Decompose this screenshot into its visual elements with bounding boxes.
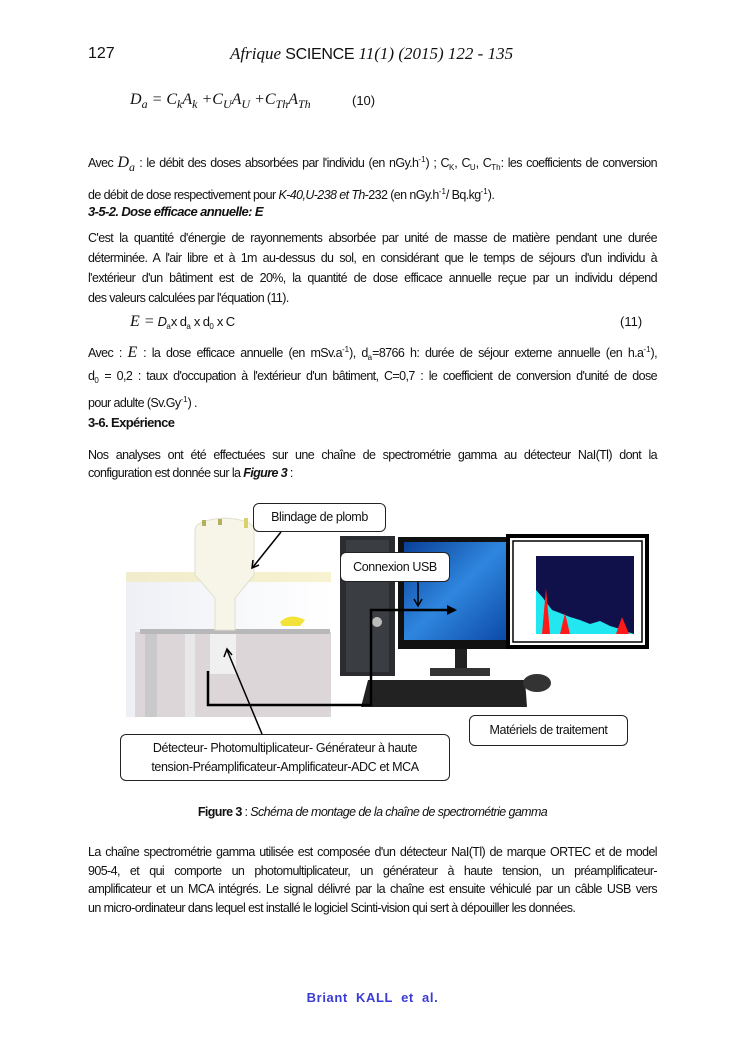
subscript: a <box>166 322 171 331</box>
text-run: Nos analyses ont été effectuées sur une chaîne de spectrométrie gamma au détecteur NaI(Tl) dont la <box>88 448 657 462</box>
section-heading-3-6 <box>88 413 657 433</box>
text-run: +C <box>197 91 223 108</box>
text-run: Figure 3 <box>197 805 242 819</box>
text-run: A <box>182 91 193 108</box>
text-run: ) ; C <box>425 156 449 170</box>
subscript: 0 <box>209 322 214 331</box>
text-run: K-40,U-238 et Th <box>278 188 365 202</box>
text-line <box>88 899 657 918</box>
text-run: un micro-ordinateur dans lequel est installé le logiciel Scinti-vision qui sert à dépouiller les données. <box>88 901 576 916</box>
text-run: configuration est donnée sur la <box>88 466 244 480</box>
text-line <box>88 148 657 180</box>
label-usb-connection: Connexion USB <box>340 552 450 582</box>
spectrometry-chain-paragraph <box>88 843 657 918</box>
equation-10-number: (10) <box>352 93 376 108</box>
text-line <box>88 288 657 308</box>
text-run: 905-4, et qui comporte un photomultiplicateur, un générateur à haute tension, un préamplificateur- <box>88 863 657 878</box>
text-run: = 0,2 : taux d'occupation à l'extérieur d'un bâtiment, C=0,7 : le coefficient de conversion d'unité de dose <box>98 369 657 383</box>
text-line <box>88 464 657 482</box>
text-run: : <box>287 466 293 480</box>
subscript: a <box>129 160 135 174</box>
text-run: : <box>241 805 251 819</box>
text-run: l'extérieur d'un bâtiment est de 20%, la quantité de dose efficace annuelle reçue par un individu dépend <box>88 271 657 285</box>
text-run: La chaîne spectrométrie gamma utilisée est composée d'un détecteur NaI(Tl) de marque ORTEC et de model <box>88 845 657 859</box>
spectrum-inset <box>506 534 649 649</box>
text-run: : le débit des doses absorbées par l'individu (en nGy.h <box>135 156 419 170</box>
text-run: des valeurs calculées par l'équation (11). <box>88 291 289 305</box>
subscript: 0 <box>94 376 99 385</box>
text-run: = C <box>147 91 178 108</box>
equation-11-number: (11) <box>620 314 643 329</box>
superscript: -1 <box>418 155 426 164</box>
text-run: pour adulte (Sv.Gy <box>88 396 181 410</box>
text-run: C'est la quantité d'énergie de rayonnements absorbée par unité de masse de matière pendant une durée <box>88 231 657 245</box>
subscript: Th <box>298 97 311 111</box>
label-processing-equipment: Matériels de traitement <box>469 715 628 746</box>
text-line <box>88 446 657 464</box>
text-run: Avec <box>88 156 118 170</box>
text-run: ), <box>650 346 657 360</box>
text-run: E <box>127 344 138 361</box>
subscript: K <box>448 163 455 172</box>
text-line <box>130 310 530 339</box>
text-run: ), d <box>349 346 368 360</box>
journal-citation: 11(1) (2015) 122 - 135 <box>358 44 514 63</box>
label-detector-chain <box>120 734 450 781</box>
subscript: U <box>469 163 476 172</box>
text-run: ) . <box>187 396 197 410</box>
absorbed-dose-definition <box>88 148 657 207</box>
text-run: = <box>143 313 155 330</box>
label-detector-line-2: tension-Préamplificateur-Amplificateur-ADC et MCA <box>151 760 419 774</box>
text-run: x d <box>190 314 210 329</box>
journal-title: SCIENCE <box>285 46 355 63</box>
subscript: U <box>241 97 251 111</box>
effective-dose-variables <box>88 340 657 413</box>
text-run: déterminée. A l'air libre et à 1m au-dessus du sol, en considérant que le temps de séjours d'un individu à <box>88 251 657 265</box>
text-run: 3-6. Expérience <box>88 415 175 430</box>
text-run: , C <box>454 156 470 170</box>
text-line <box>88 862 657 881</box>
text-run: , C <box>475 156 492 170</box>
text-run: / Bq.kg <box>445 188 481 202</box>
text-run: A <box>231 91 242 108</box>
journal-header <box>230 44 513 64</box>
subscript: a <box>367 353 373 362</box>
text-run: A <box>288 91 298 108</box>
section-heading-3-5-2 <box>88 202 657 222</box>
text-run: Figure 3 <box>243 466 288 480</box>
journal-title-italic: Afrique <box>230 44 281 63</box>
subscript: U <box>222 97 232 111</box>
experiment-intro <box>88 446 657 482</box>
text-line <box>88 390 657 413</box>
page-number: 127 <box>88 45 115 62</box>
text-run: E <box>130 313 144 330</box>
text-run: D <box>130 91 142 108</box>
detector-photo <box>126 518 331 717</box>
text-run: D <box>117 154 129 171</box>
text-run: Schéma de montage de la chaîne de spectrométrie gamma <box>250 805 548 819</box>
text-line <box>88 248 657 268</box>
equation-11 <box>130 310 530 339</box>
text-run: =8766 h: durée de séjour externe annuelle (en h.a <box>372 346 644 360</box>
subscript: k <box>177 97 183 111</box>
text-run: D <box>154 314 167 329</box>
text-line <box>88 880 657 899</box>
footer-authors: Briant KALL et al. <box>306 990 439 1005</box>
effective-dose-paragraph <box>88 228 657 308</box>
label-detector-line-1: Détecteur- Photomultiplicateur- Générateur à haute <box>152 741 418 755</box>
text-run: -232 (en nGy.h <box>364 188 439 202</box>
subscript: a <box>186 322 191 331</box>
text-line <box>88 268 657 288</box>
text-line <box>88 202 657 222</box>
equation-10 <box>130 88 311 112</box>
figure-caption <box>88 802 657 822</box>
text-line <box>88 802 657 822</box>
superscript: -1 <box>480 187 488 196</box>
text-line <box>88 340 657 367</box>
superscript: -1 <box>643 345 651 354</box>
text-run: d <box>88 369 95 383</box>
superscript: -1 <box>438 187 446 196</box>
text-run: ). <box>487 188 495 202</box>
label-lead-shielding: Blindage de plomb <box>253 503 386 532</box>
text-run: : les coefficients de conversion <box>500 156 657 170</box>
text-run: x d <box>170 314 187 329</box>
text-run: : la dose efficace annuelle (en mSv.a <box>137 346 342 360</box>
text-run: Avec : <box>88 346 128 360</box>
text-line <box>88 228 657 248</box>
text-run: amplificateur et un MCA intégrés. Le signal délivré par la chaîne est ensuite véhiculé par un câble USB vers <box>88 882 657 897</box>
text-run: de débit de dose respectivement pour <box>88 188 279 202</box>
subscript: Th <box>491 163 501 172</box>
text-run: x C <box>213 314 235 329</box>
text-line <box>88 843 657 862</box>
subscript: Th <box>275 97 289 111</box>
subscript: k <box>192 97 198 111</box>
text-run: +C <box>250 91 276 108</box>
superscript: -1 <box>180 395 188 404</box>
subscript: a <box>141 97 148 111</box>
text-line <box>88 413 657 433</box>
superscript: -1 <box>342 345 350 354</box>
text-run: 3-5-2. Dose efficace annuelle: E <box>88 204 263 219</box>
text-line <box>88 367 657 390</box>
